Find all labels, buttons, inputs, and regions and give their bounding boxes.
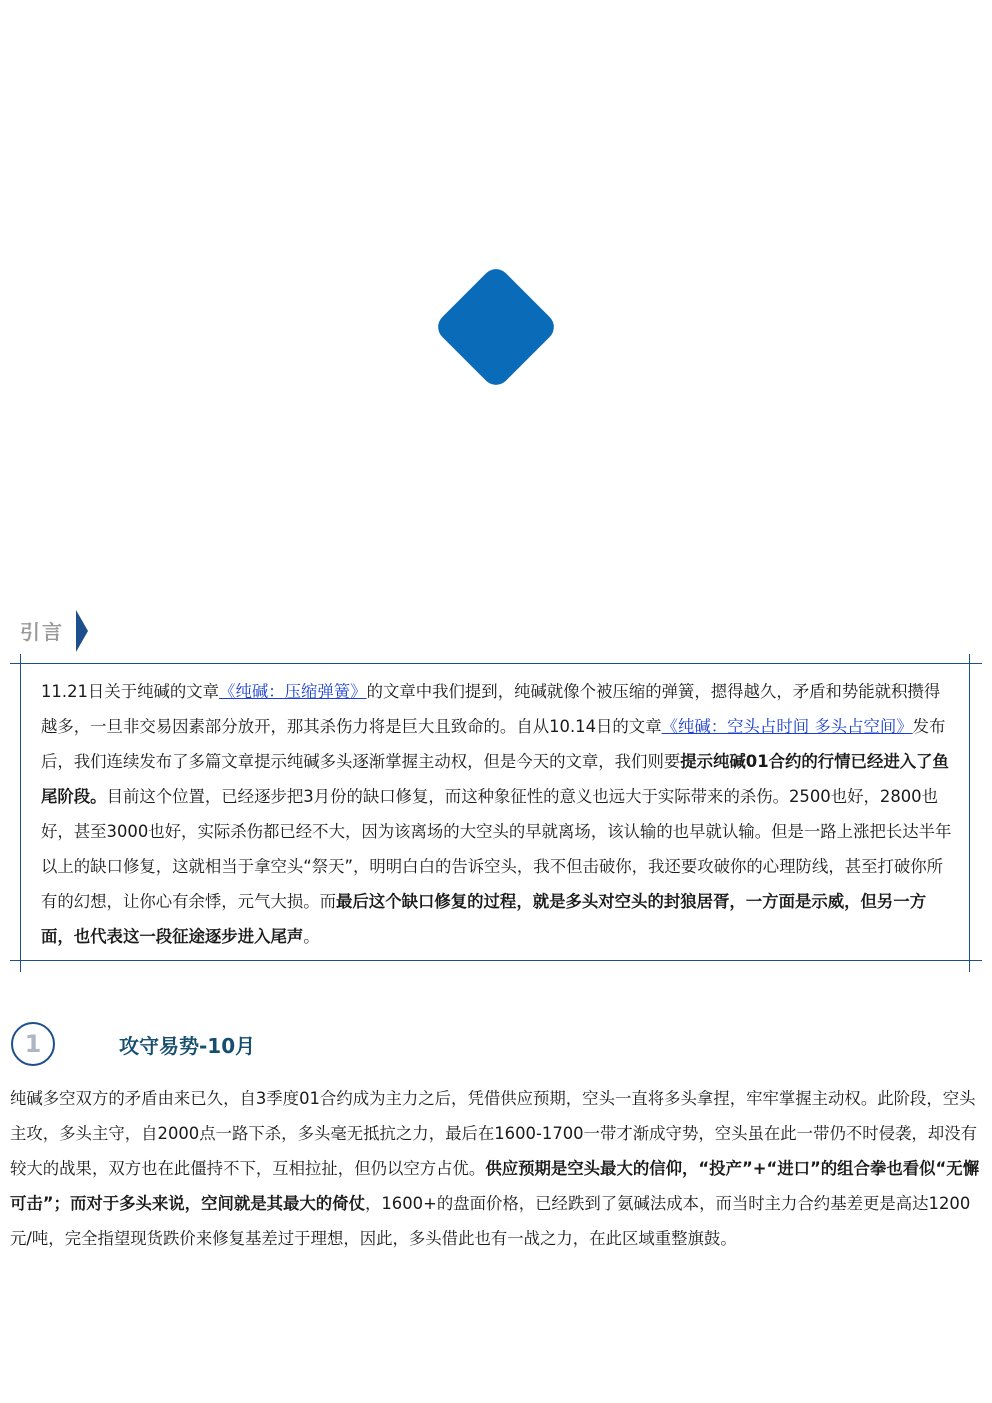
intro-text-run: 的文章中我们提到，纯碱就像个被压缩的弹簧，摁得越久，矛盾和势能就积攒得越多，一旦非交易因素部分放开，那其杀伤力将是巨大且致命的。自从10.14日的文章 [41,682,941,736]
section-paragraph [10,1081,982,1256]
intro-label: 引言 [20,620,64,644]
box-border-bottom [10,960,982,961]
article-link-bears-time-bulls-space[interactable]: 《纯碱：空头占时间 多头占空间》 [661,717,913,736]
intro-text-run: 11.21日关于纯碱的文章 [41,682,220,701]
box-border-right [969,654,970,972]
intro-text-run: 发布后，我们连续发布了多篇文章提示纯碱多头逐渐掌握主动权，但是今天的文章，我们则要 [41,717,946,771]
article-link-compressed-spring[interactable]: 《纯碱：压缩弹簧》 [219,682,367,701]
intro-bold-run: 最后这个缺口修复的过程，就是多头对空头的封狼居胥，一方面是示威，但另一方面，也代表这一段征途逐步进入尾声 [41,892,927,946]
box-border-top [10,663,982,664]
section-text-run: 纯碱多空双方的矛盾由来已久，自3季度01合约成为主力之后，凭借供应预期，空头一直将多头拿捏，牢牢掌握主动权。此阶段，空头主攻，多头主守，自2000点一路下杀，多头毫无抵抗之力，最后在1600-1700一带才渐成守势，空头虽在此一带仍不时侵袭，却没有较大的战果，双方也在此僵持不下，互相拉扯，但仍以空方占优。 [10,1089,977,1178]
chevron-right-icon [74,610,90,652]
box-border-left [20,654,21,972]
intro-text-run: 。 [303,927,320,946]
intro-paragraph [41,674,955,954]
intro-text-run: 目前这个位置，已经逐步把3月份的缺口修复，而这种象征性的意义也远大于实际带来的杀伤。2500也好，2800也好，甚至3000也好，实际杀伤都已经不大，因为该离场的大空头的早就离场，该认输的也早就认输。但是一路上涨把长达半年以上的缺口修复，这就相当于拿空头“祭天”，明明白白的告诉空头，我不但击破你，我还要攻破你的心理防线，甚至打破你所有的幻想，让你心有余悸，元气大损。而 [41,787,952,911]
section-text-run: ，1600+的盘面价格，已经跌到了氨碱法成本，而当时主力合约基差更是高达1200元/吨，完全指望现货跌价来修复基差过于理想，因此，多头借此也有一战之力，在此区域重整旗鼓。 [10,1194,971,1248]
section-bold-run: 供应预期是空头最大的信仰，“投产”+“进口”的组合拳也看似“无懈可击”；而对于多头来说，空间就是其最大的倚仗 [10,1159,980,1213]
section-number-badge: 1 [11,1022,55,1066]
intro-box [10,654,982,972]
section-title: 攻守易势-10月 [119,1034,256,1058]
intro-bold-run: 提示纯碱01合约的行情已经进入了鱼尾阶段。 [41,752,949,806]
diamond-icon [425,256,567,398]
